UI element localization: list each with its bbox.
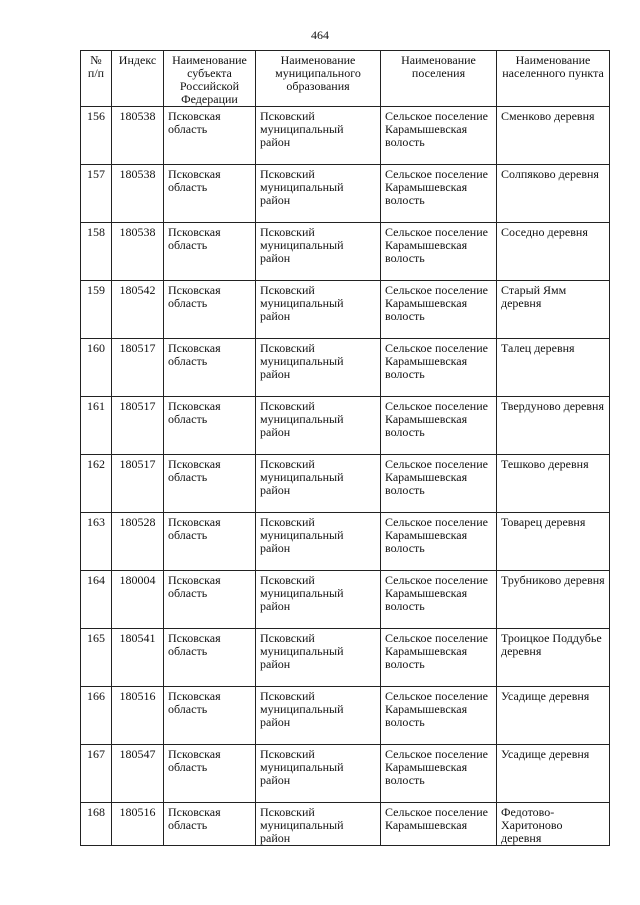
cell-municipality: Псковский муниципальный район bbox=[256, 803, 381, 846]
cell-settlement: Сельское поселение Карамышевская волость bbox=[381, 107, 497, 165]
cell-municipality: Псковский муниципальный район bbox=[256, 745, 381, 803]
header-locality: Наименование населенного пункта bbox=[497, 51, 610, 107]
cell-settlement: Сельское поселение Карамышевская волость bbox=[381, 281, 497, 339]
cell-number: 165 bbox=[81, 629, 112, 687]
cell-settlement: Сельское поселение Карамышевская волость bbox=[381, 165, 497, 223]
cell-number: 158 bbox=[81, 223, 112, 281]
table-row bbox=[81, 629, 610, 687]
table-row bbox=[81, 281, 610, 339]
cell-number: 159 bbox=[81, 281, 112, 339]
cell-locality: Троицкое Поддубье деревня bbox=[497, 629, 610, 687]
cell-index: 180516 bbox=[112, 803, 164, 846]
table-row bbox=[81, 397, 610, 455]
cell-locality: Федотово-Харитоново деревня bbox=[497, 803, 610, 846]
cell-index: 180004 bbox=[112, 571, 164, 629]
cell-index: 180542 bbox=[112, 281, 164, 339]
cell-settlement: Сельское поселение Карамышевская волость bbox=[381, 455, 497, 513]
cell-locality: Солпяково деревня bbox=[497, 165, 610, 223]
table-row bbox=[81, 571, 610, 629]
cell-settlement: Сельское поселение Карамышевская волость bbox=[381, 223, 497, 281]
cell-subject: Псковская область bbox=[164, 107, 256, 165]
cell-number: 167 bbox=[81, 745, 112, 803]
table-row bbox=[81, 165, 610, 223]
cell-settlement: Сельское поселение Карамышевская волость bbox=[381, 745, 497, 803]
cell-settlement: Сельское поселение Карамышевская волость bbox=[381, 687, 497, 745]
cell-locality: Талец деревня bbox=[497, 339, 610, 397]
cell-municipality: Псковский муниципальный район bbox=[256, 397, 381, 455]
header-number: № п/п bbox=[81, 51, 112, 107]
cell-number: 163 bbox=[81, 513, 112, 571]
cell-municipality: Псковский муниципальный район bbox=[256, 281, 381, 339]
cell-number: 156 bbox=[81, 107, 112, 165]
cell-subject: Псковская область bbox=[164, 339, 256, 397]
table-row bbox=[81, 339, 610, 397]
cell-subject: Псковская область bbox=[164, 629, 256, 687]
table-header-row bbox=[81, 51, 610, 107]
table-row bbox=[81, 803, 610, 846]
cell-municipality: Псковский муниципальный район bbox=[256, 629, 381, 687]
cell-number: 157 bbox=[81, 165, 112, 223]
page-number: 464 bbox=[311, 28, 329, 42]
cell-index: 180538 bbox=[112, 107, 164, 165]
cell-municipality: Псковский муниципальный район bbox=[256, 571, 381, 629]
table-row bbox=[81, 745, 610, 803]
cell-locality: Сменково деревня bbox=[497, 107, 610, 165]
header-settlement: Наименование поселения bbox=[381, 51, 497, 107]
cell-index: 180517 bbox=[112, 339, 164, 397]
cell-subject: Псковская область bbox=[164, 455, 256, 513]
cell-settlement: Сельское поселение Карамышевская волость bbox=[381, 571, 497, 629]
cell-locality: Тешково деревня bbox=[497, 455, 610, 513]
cell-municipality: Псковский муниципальный район bbox=[256, 687, 381, 745]
cell-number: 168 bbox=[81, 803, 112, 846]
cell-index: 180528 bbox=[112, 513, 164, 571]
cell-index: 180547 bbox=[112, 745, 164, 803]
cell-settlement: Сельское поселение Карамышевская bbox=[381, 803, 497, 846]
cell-number: 160 bbox=[81, 339, 112, 397]
cell-settlement: Сельское поселение Карамышевская волость bbox=[381, 513, 497, 571]
cell-subject: Псковская область bbox=[164, 223, 256, 281]
cell-number: 161 bbox=[81, 397, 112, 455]
table-row bbox=[81, 455, 610, 513]
cell-settlement: Сельское поселение Карамышевская волость bbox=[381, 629, 497, 687]
table-row bbox=[81, 223, 610, 281]
cell-municipality: Псковский муниципальный район bbox=[256, 339, 381, 397]
cell-subject: Псковская область bbox=[164, 571, 256, 629]
cell-number: 164 bbox=[81, 571, 112, 629]
cell-locality: Трубниково деревня bbox=[497, 571, 610, 629]
cell-index: 180538 bbox=[112, 223, 164, 281]
table-row bbox=[81, 513, 610, 571]
cell-number: 162 bbox=[81, 455, 112, 513]
cell-locality: Усадище деревня bbox=[497, 687, 610, 745]
cell-locality: Твердуново деревня bbox=[497, 397, 610, 455]
cell-municipality: Псковский муниципальный район bbox=[256, 455, 381, 513]
cell-subject: Псковская область bbox=[164, 513, 256, 571]
cell-municipality: Псковский муниципальный район bbox=[256, 513, 381, 571]
settlements-table bbox=[80, 50, 610, 846]
cell-index: 180516 bbox=[112, 687, 164, 745]
cell-index: 180517 bbox=[112, 397, 164, 455]
cell-locality: Усадище деревня bbox=[497, 745, 610, 803]
cell-subject: Псковская область bbox=[164, 281, 256, 339]
cell-municipality: Псковский муниципальный район bbox=[256, 107, 381, 165]
cell-subject: Псковская область bbox=[164, 687, 256, 745]
cell-index: 180541 bbox=[112, 629, 164, 687]
cell-locality: Товарец деревня bbox=[497, 513, 610, 571]
header-municipality: Наименование муниципального образования bbox=[256, 51, 381, 107]
header-index: Индекс bbox=[112, 51, 164, 107]
header-subject: Наименование субъекта Российской Федерации bbox=[164, 51, 256, 107]
cell-subject: Псковская область bbox=[164, 803, 256, 846]
table-row bbox=[81, 107, 610, 165]
cell-settlement: Сельское поселение Карамышевская волость bbox=[381, 339, 497, 397]
cell-locality: Старый Ямм деревня bbox=[497, 281, 610, 339]
cell-subject: Псковская область bbox=[164, 745, 256, 803]
table-row bbox=[81, 687, 610, 745]
cell-municipality: Псковский муниципальный район bbox=[256, 223, 381, 281]
cell-subject: Псковская область bbox=[164, 397, 256, 455]
cell-number: 166 bbox=[81, 687, 112, 745]
cell-municipality: Псковский муниципальный район bbox=[256, 165, 381, 223]
cell-locality: Соседно деревня bbox=[497, 223, 610, 281]
cell-index: 180538 bbox=[112, 165, 164, 223]
cell-index: 180517 bbox=[112, 455, 164, 513]
cell-subject: Псковская область bbox=[164, 165, 256, 223]
cell-settlement: Сельское поселение Карамышевская волость bbox=[381, 397, 497, 455]
